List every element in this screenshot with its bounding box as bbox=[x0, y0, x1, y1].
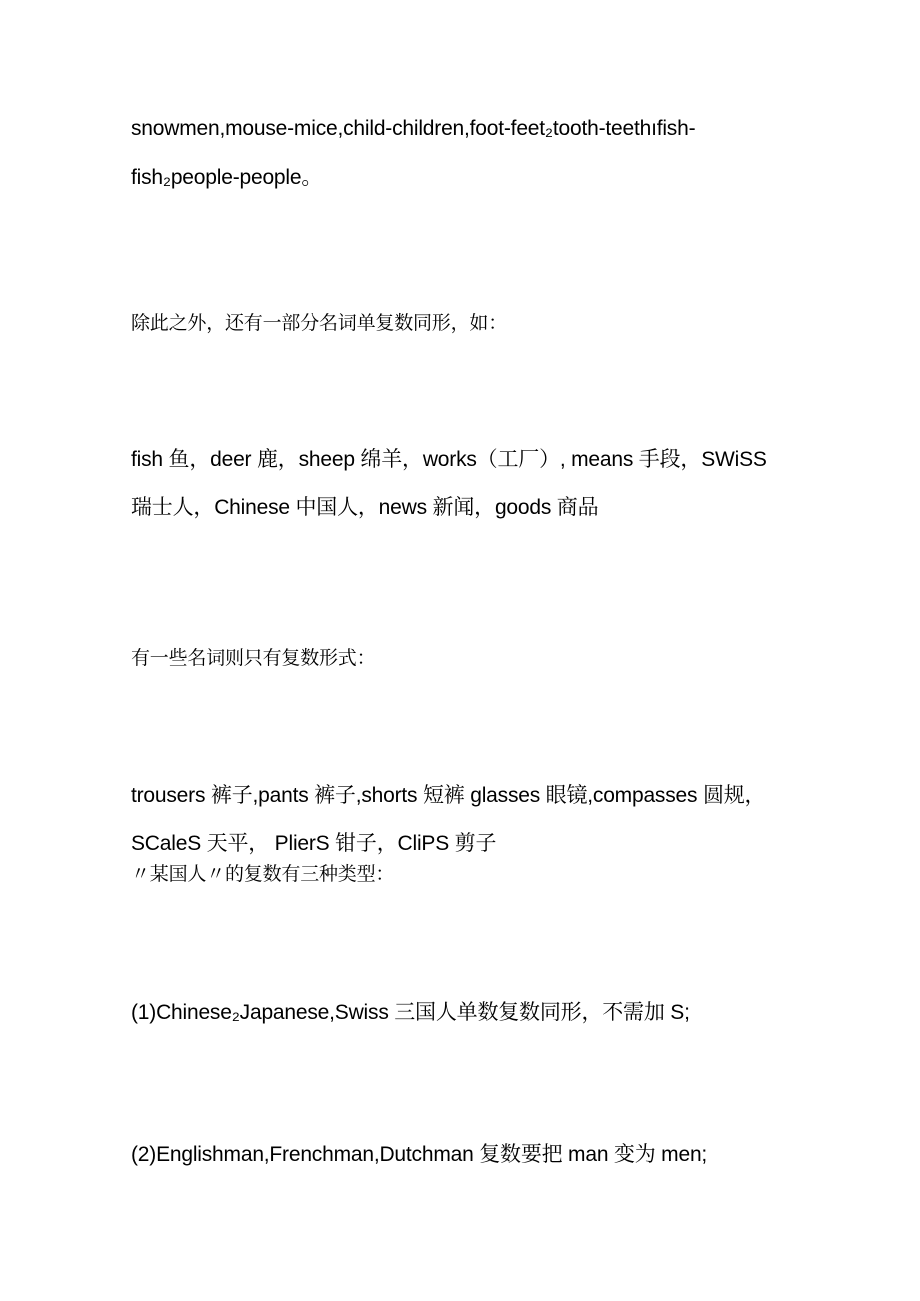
text-line-nationality-rule-2: (2)Englishman,Frenchman,Dutchman 复数要把 man 变为 men; bbox=[131, 1143, 708, 1166]
text-line-nationality-heading: 〃某国人〃的复数有三种类型： bbox=[131, 863, 395, 885]
text-line-plural-only-examples-2: SCaleS 天平， PlierS 钳子，CliPS 剪子 bbox=[131, 832, 497, 855]
text-line-irregular-plurals-1: snowmen,mouse-mice,child-children,foot-feet₂tooth-teethıfish- bbox=[131, 117, 696, 140]
text-line-same-form-examples-2: 瑞士人，Chinese 中国人，news 新闻，goods 商品 bbox=[131, 496, 599, 519]
text-line-plural-only-examples-1: trousers 裤子,pants 裤子,shorts 短裤 glasses 眼镜,compasses 圆规， bbox=[131, 784, 766, 807]
text-line-same-form-examples-1: fish 鱼，deer 鹿，sheep 绵羊，works（工厂）, means 手段，SWiSS bbox=[131, 448, 767, 471]
text-line-nationality-rule-1: (1)Chinese₂Japanese,Swiss 三国人单数复数同形，不需加 S; bbox=[131, 1001, 690, 1024]
text-line-irregular-plurals-2: fish₂people-people。 bbox=[131, 166, 323, 189]
text-line-same-form-intro: 除此之外，还有一部分名词单复数同形，如： bbox=[131, 312, 508, 334]
text-line-plural-only-intro: 有一些名词则只有复数形式： bbox=[131, 647, 376, 669]
